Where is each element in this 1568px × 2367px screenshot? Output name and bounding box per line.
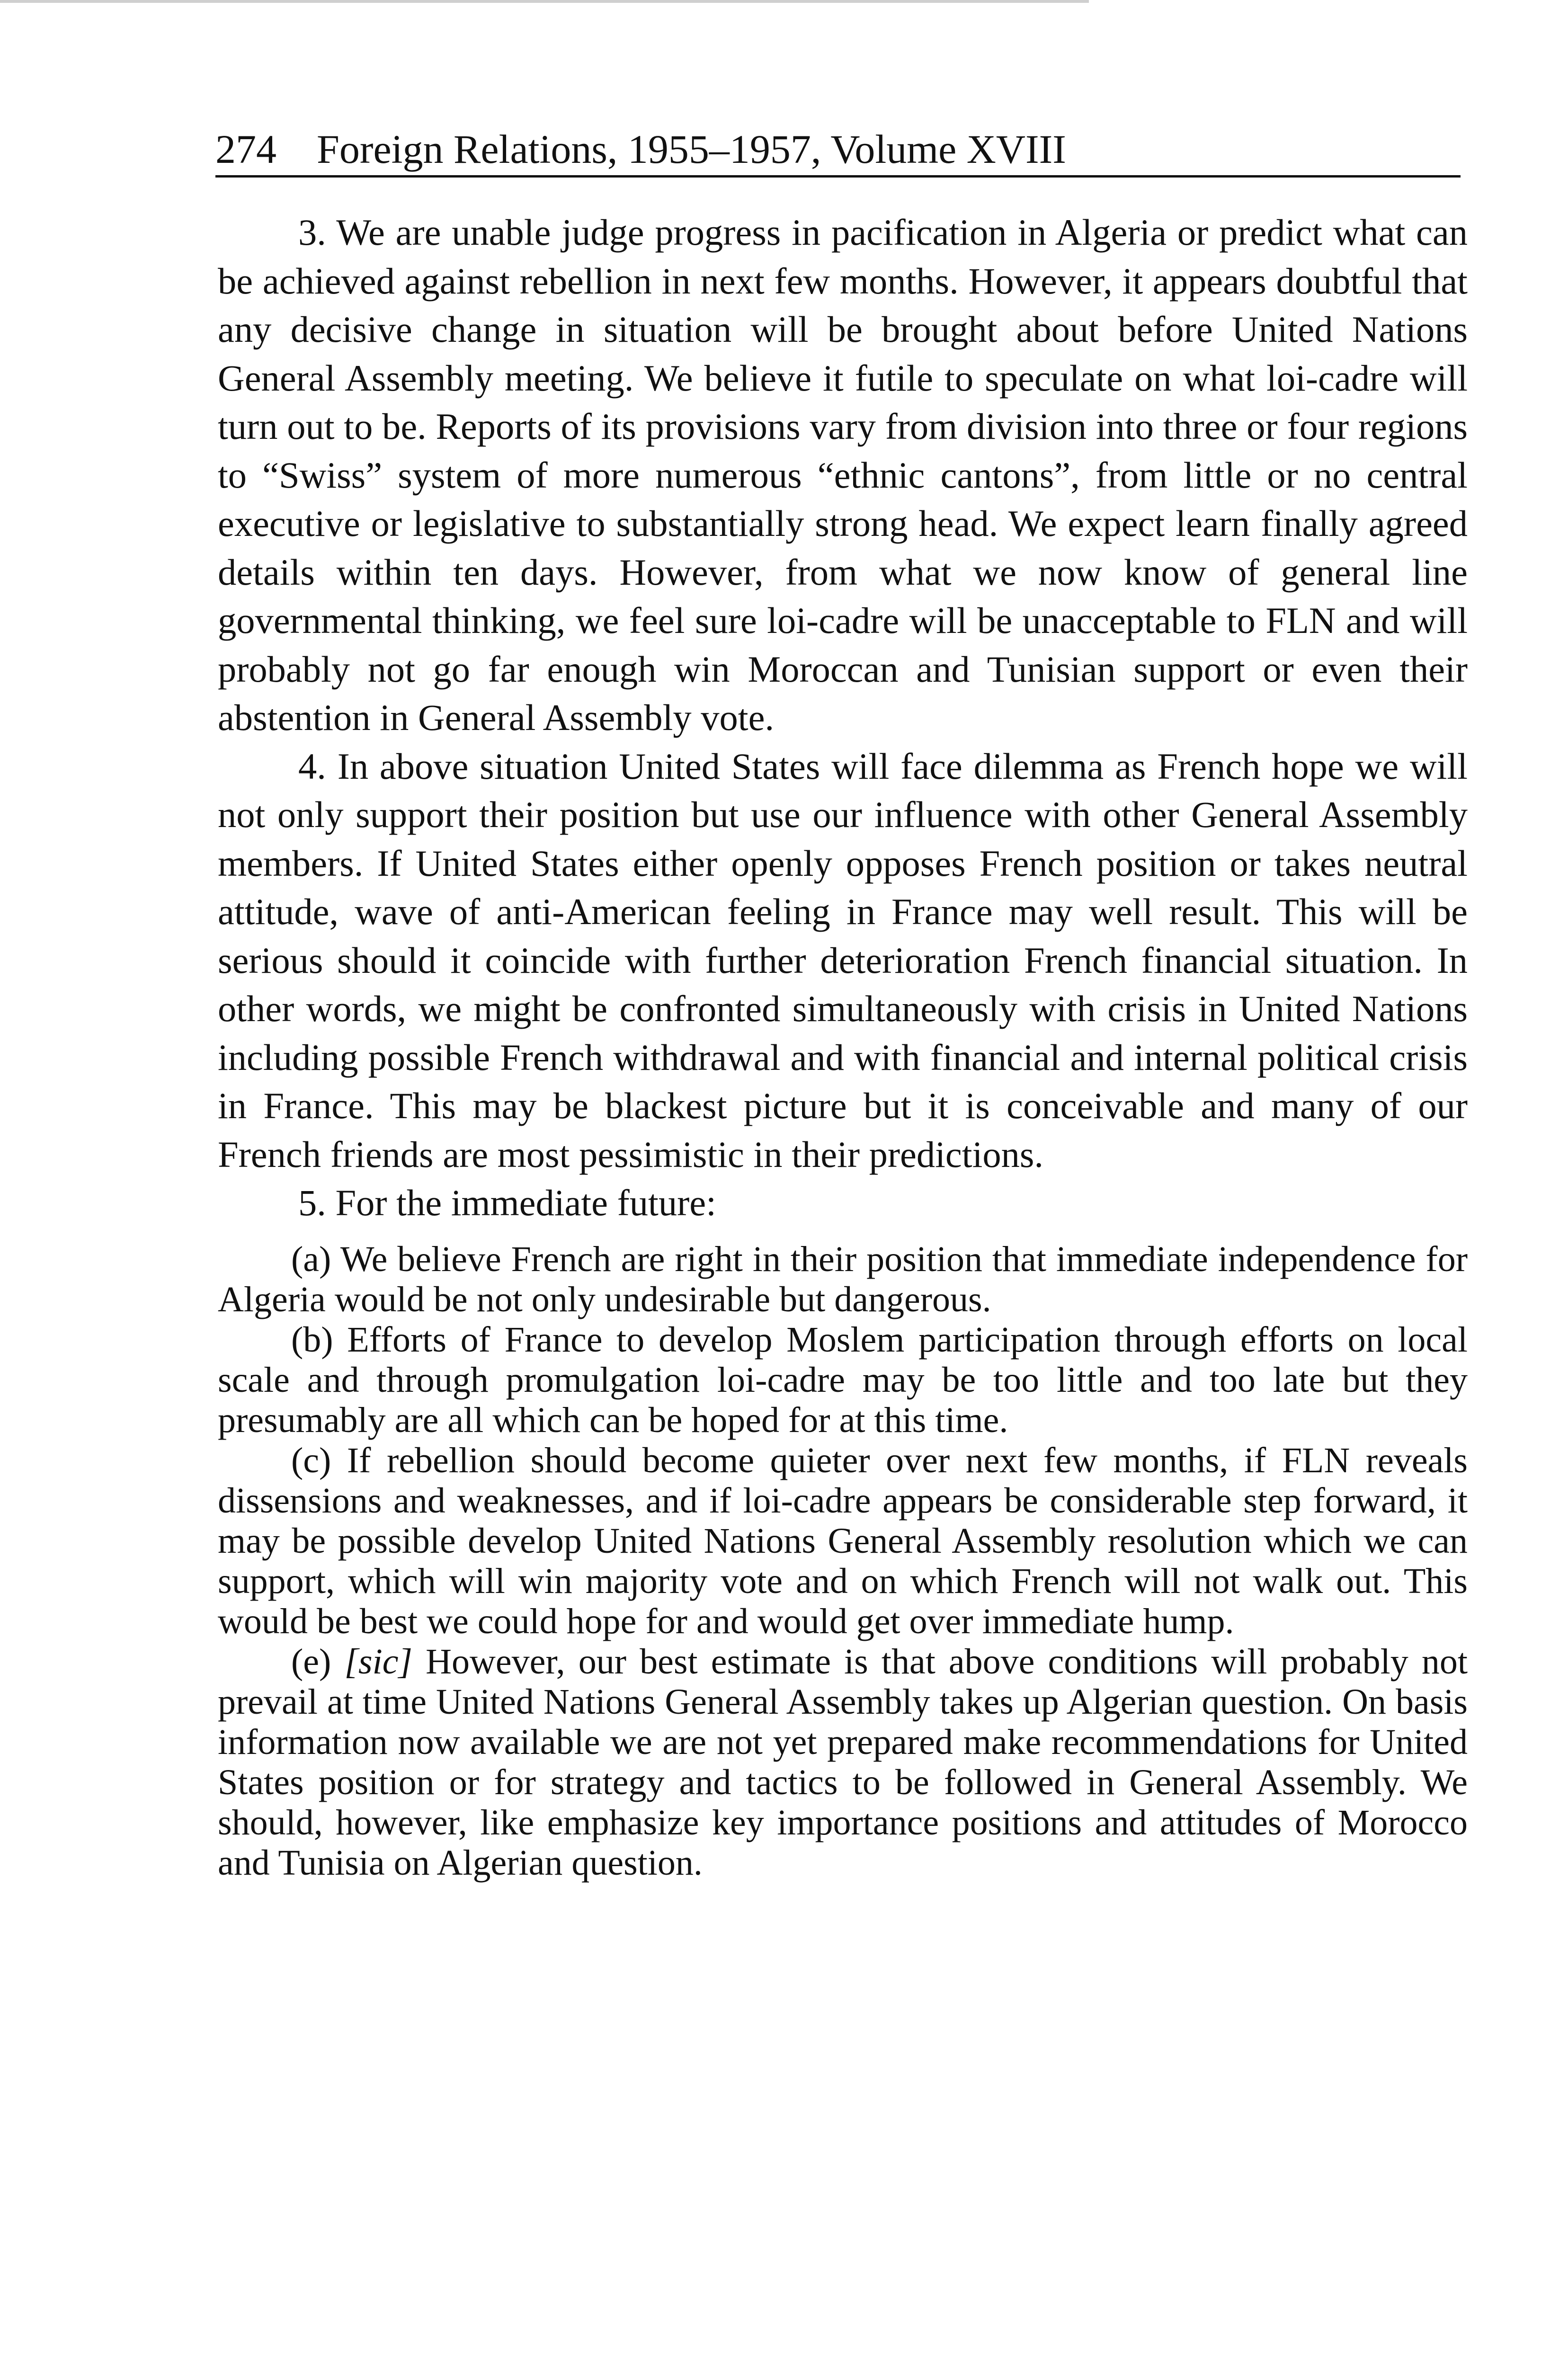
page-header [215,123,1461,178]
page-number: 274 [215,126,276,172]
document-body [218,208,1468,1883]
running-title: Foreign Relations, 1955–1957, Volume XVIII [317,126,1066,172]
paragraph-5a: (a) We believe French are right in their position that immediate independence for Algeria would be not only undesirable but dangerous. [218,1239,1468,1319]
paragraph-5e-label: (e) [291,1641,331,1682]
paragraph-4: 4. In above situation United States will face dilemma as French hope we will not only support their position but use our influence with other General Assembly members. If United States either openly opposes French position or takes neutral attitude, wave of anti-American feeling in France may well result. This will be serious should it coincide with further deterioration French financial situation. In other words, we might be confronted simultaneously with crisis in United Nations including possible French withdrawal and with financial and internal political crisis in France. This may be blackest picture but it is conceivable and many of our French friends are most pessimistic in their predictions. [218,745,1468,1175]
scan-top-edge [0,0,1089,3]
paragraph-5e-text: However, our best estimate is that above conditions will probably not prevail at time United Nations General Assembly takes up Algerian question. On basis information now available we are not yet prepared make recommendations for United States position or for strategy and tactics to be followed in General Assembly. We should, however, like emphasize key importance positions and attitudes of Morocco and Tunisia on Algerian question. [218,1641,1468,1883]
paragraph-5e [218,1642,1468,1883]
paragraph-5b: (b) Efforts of France to develop Moslem participation through efforts on local scale and through promulgation loi-cadre may be too little and too late but they presumably are all which can be hoped for at this time. [218,1319,1468,1440]
paragraph-3: 3. We are unable judge progress in pacification in Algeria or predict what can be achieved against rebellion in next few months. However, it appears doubtful that any decisive change in situation will be brought about before United Nations General Assembly meeting. We believe it futile to speculate on what loi-cadre will turn out to be. Reports of its provisions vary from division into three or four regions to “Swiss” system of more numerous “ethnic cantons”, from little or no central executive or legislative to substantially strong head. We expect learn finally agreed details within ten days. However, from what we now know of general line governmental thinking, we feel sure loi-cadre will be unacceptable to FLN and will probably not go far enough win Moroccan and Tunisian support or even their abstention in General Assembly vote. [218,212,1468,738]
paragraph-5-intro: 5. For the immediate future: [298,1182,716,1223]
sic-note: [sic] [344,1641,413,1682]
paragraph-5c: (c) If rebellion should become quieter over next few months, if FLN reveals dissensions and weaknesses, and if loi-cadre appears be considerable step forward, it may be possible develop United Nations General Assembly resolution which we can support, which will win majority vote and on which French will not walk out. This would be best we could hope for and would get over immediate hump. [218,1440,1468,1641]
